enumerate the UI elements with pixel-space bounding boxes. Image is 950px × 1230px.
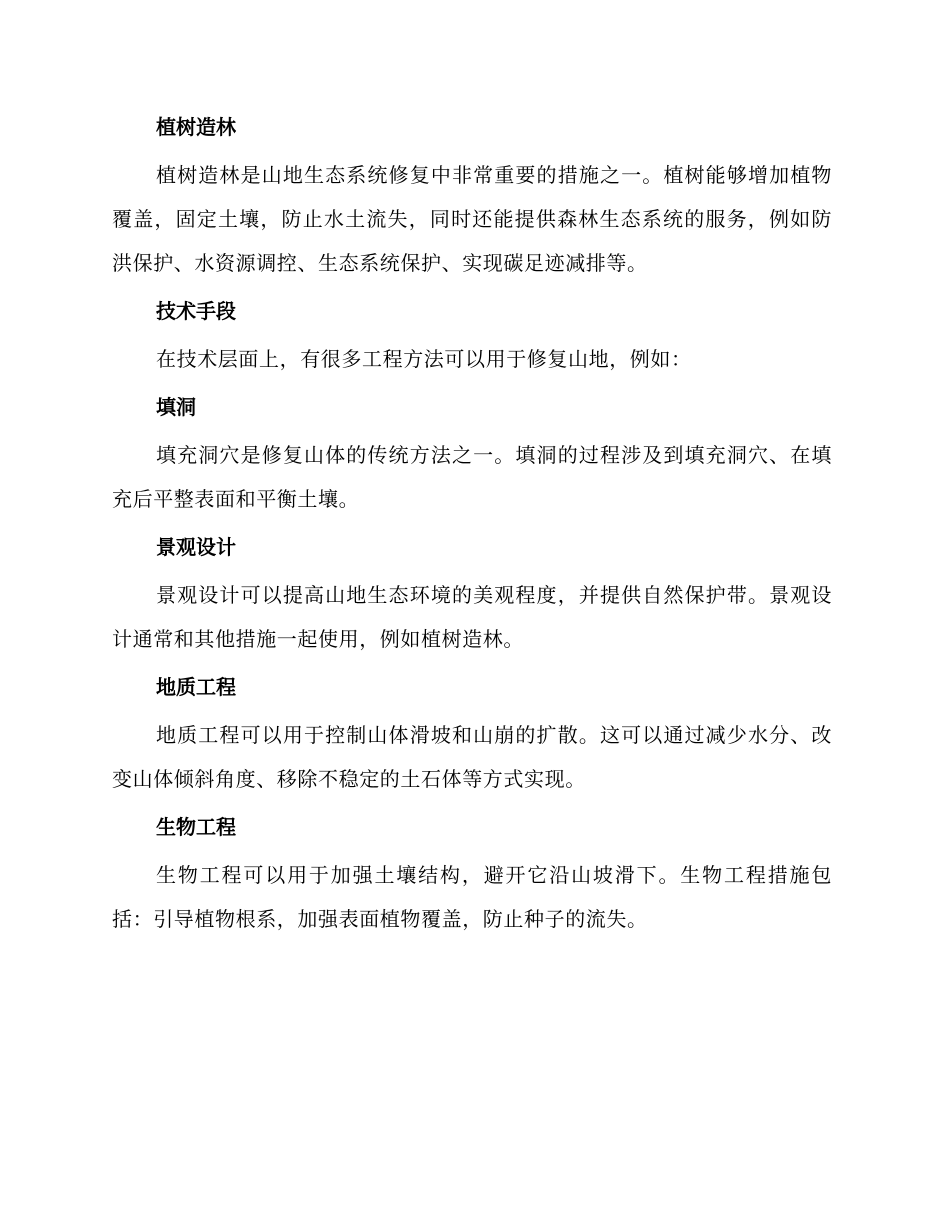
section-paragraph-filling-holes: 填充洞穴是修复山体的传统方法之一。填洞的过程涉及到填充洞穴、在填充后平整表面和平衡土壤。	[112, 443, 832, 511]
section-heading-filling-holes: 填洞	[156, 395, 196, 419]
section-paragraph-bioengineering: 生物工程可以用于加强土壤结构，避开它沿山坡滑下。生物工程措施包括：引导植物根系，加强表面植物覆盖，防止种子的流失。	[112, 863, 832, 931]
section-paragraph-technical-means: 在技术层面上，有很多工程方法可以用于修复山地，例如：	[156, 347, 692, 371]
section-paragraph-afforestation: 植树造林是山地生态系统修复中非常重要的措施之一。植树能够增加植物覆盖，固定土壤，防止水土流失，同时还能提供森林生态系统的服务，例如防洪保护、水资源调控、生态系统保护、实现碳足迹减排等。	[112, 163, 832, 275]
section-heading-bioengineering: 生物工程	[156, 815, 236, 839]
document-body	[112, 108, 832, 948]
section-heading-afforestation: 植树造林	[156, 115, 236, 139]
section-heading-landscape-design: 景观设计	[156, 535, 236, 559]
section-paragraph-landscape-design: 景观设计可以提高山地生态环境的美观程度，并提供自然保护带。景观设计通常和其他措施一起使用，例如植树造林。	[112, 583, 832, 651]
section-heading-technical-means: 技术手段	[156, 299, 236, 323]
section-paragraph-geological-engineering: 地质工程可以用于控制山体滑坡和山崩的扩散。这可以通过减少水分、改变山体倾斜角度、移除不稳定的土石体等方式实现。	[112, 723, 832, 791]
section-heading-geological-engineering: 地质工程	[156, 675, 236, 699]
